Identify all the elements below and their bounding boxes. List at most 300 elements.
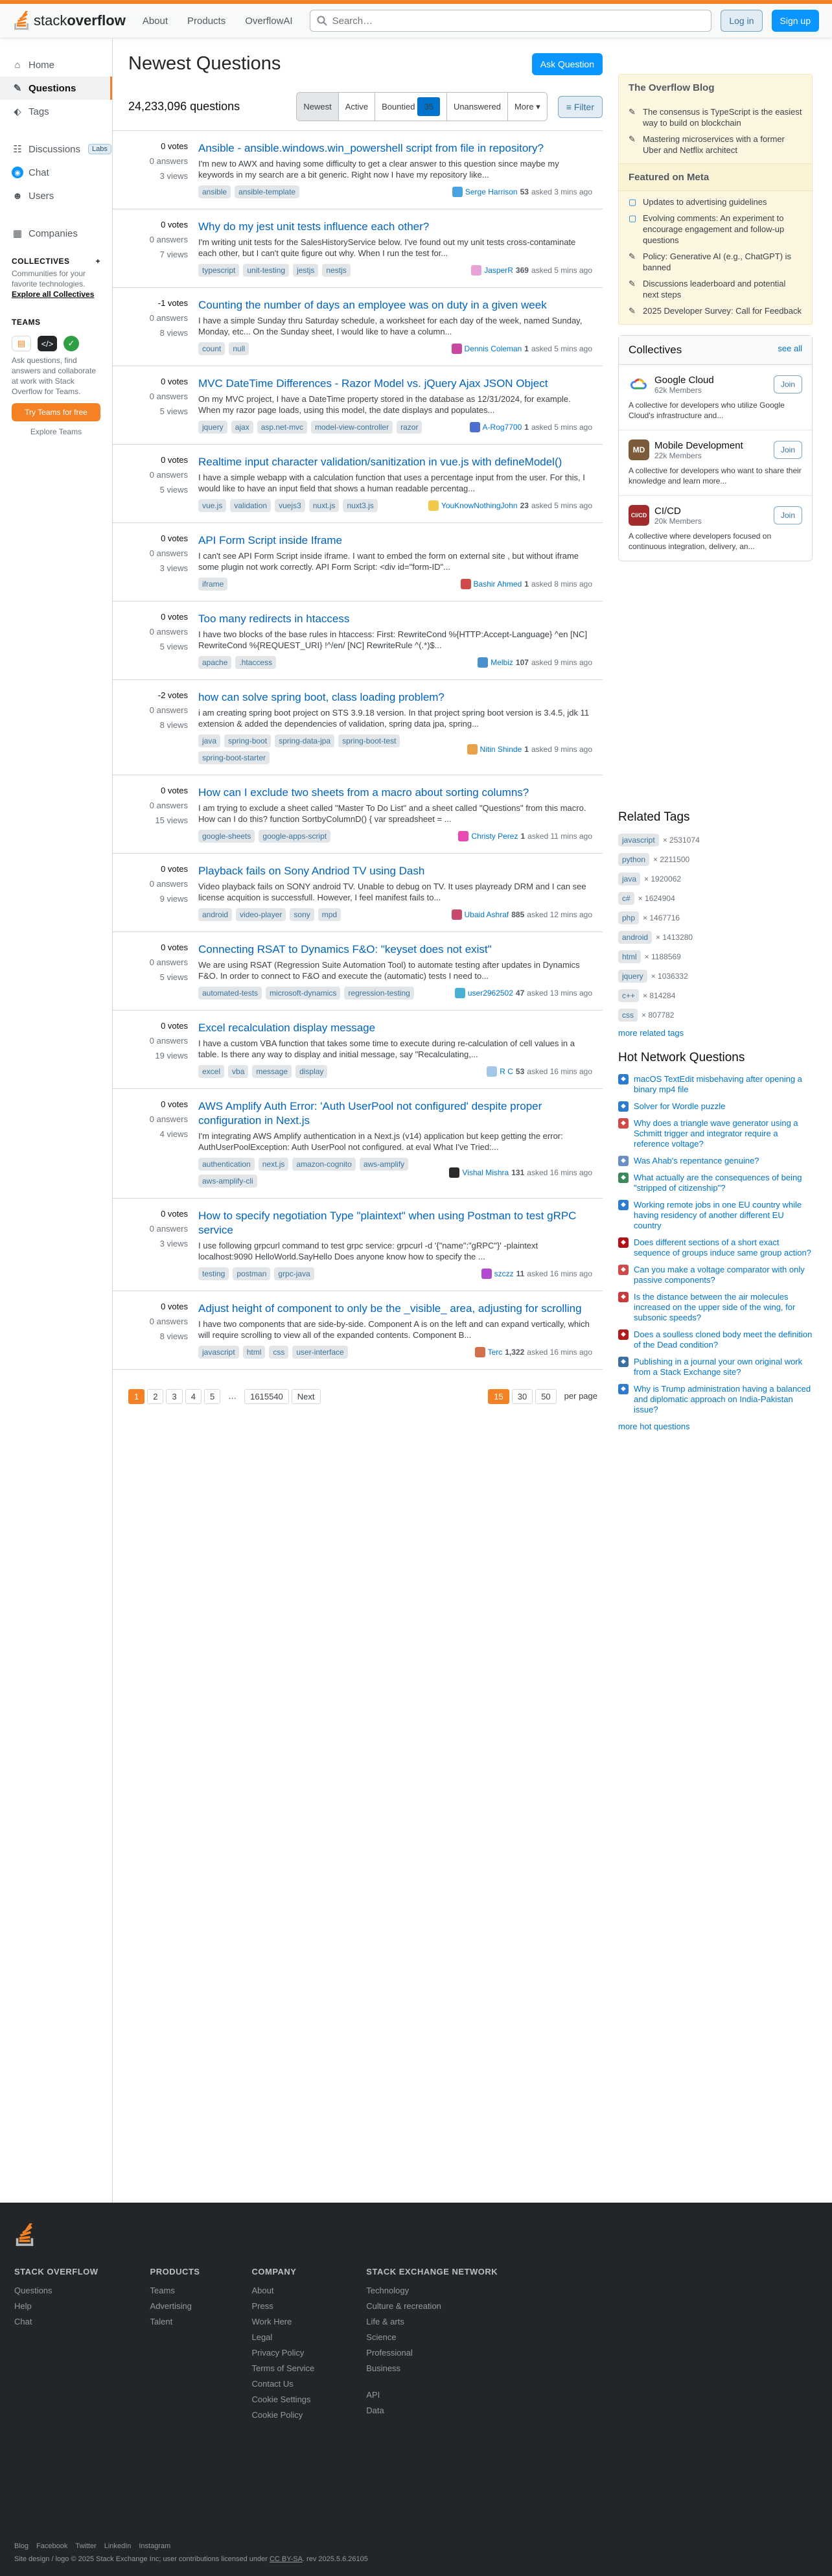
collective-members: 20k Members xyxy=(654,516,702,526)
tag[interactable]: html xyxy=(243,1346,266,1359)
collective-members: 22k Members xyxy=(654,451,702,460)
more-hot-questions-link[interactable]: more hot questions xyxy=(618,1422,690,1431)
tag[interactable]: spring-data-jpa xyxy=(275,734,334,747)
question-title-link[interactable]: AWS Amplify Auth Error: 'Auth UserPool not configured' despite proper configuration in Next.js xyxy=(198,1100,542,1127)
asked-time[interactable]: asked 16 mins ago xyxy=(527,1067,592,1076)
tab-label: Bountied xyxy=(382,102,415,111)
question-summary xyxy=(113,775,603,854)
join-button[interactable]: Join xyxy=(774,506,802,524)
footer-link[interactable]: Science xyxy=(366,2332,397,2342)
footer-link[interactable]: Cookie Policy xyxy=(251,2410,303,2420)
sidebar-item-label: Tags xyxy=(29,106,49,117)
more-related-tags-link[interactable]: more related tags xyxy=(618,1028,684,1038)
tag-list xyxy=(198,830,330,843)
answer-count: 0 answers xyxy=(149,156,188,166)
answer-count: 0 answers xyxy=(149,801,188,810)
pagination xyxy=(128,1389,603,1423)
meta-item[interactable] xyxy=(619,275,812,303)
tag[interactable]: jquery xyxy=(618,970,647,983)
meta-item-text: 2025 Developer Survey: Call for Feedback xyxy=(643,306,802,316)
question-excerpt: I can't see API Form Script inside iframe. I want to embed the form on external site , but without iframe some plugin not work correctly. API Form Script: <div id="form-ID"... xyxy=(198,551,579,572)
tag[interactable]: authentication xyxy=(198,1158,255,1171)
blog-list xyxy=(619,101,812,163)
answer-count: 0 answers xyxy=(149,627,188,637)
nav-about[interactable]: About xyxy=(142,15,168,27)
tag[interactable]: aws-amplify xyxy=(360,1158,408,1171)
hot-question-item[interactable] xyxy=(618,1384,813,1415)
collective-description: A collective where developers focused on continuous integration, delivery, an... xyxy=(629,532,772,551)
tag[interactable]: razor xyxy=(397,421,422,434)
question-title-link[interactable]: API Form Script inside Iframe xyxy=(198,534,343,546)
tab-active[interactable] xyxy=(339,93,375,121)
tag[interactable]: android xyxy=(198,908,232,921)
vote-count: -2 votes xyxy=(157,690,188,700)
hot-network-list xyxy=(618,1074,813,1415)
social-link[interactable]: Instagram xyxy=(139,2542,171,2550)
tag-list xyxy=(198,987,414,1000)
hot-question-title: Was Ahab's repentance genuine? xyxy=(634,1156,759,1165)
asked-time[interactable]: asked 5 mins ago xyxy=(531,266,592,275)
question-title-link[interactable]: how can solve spring boot, class loading problem? xyxy=(198,691,445,703)
question-stats xyxy=(128,612,198,669)
tag[interactable]: automated-tests xyxy=(198,987,262,1000)
asked-time[interactable]: asked 8 mins ago xyxy=(531,580,592,589)
footer-link[interactable]: Advertising xyxy=(150,2301,192,2311)
tag[interactable]: asp.net-mvc xyxy=(257,421,307,434)
tag[interactable]: video-player xyxy=(236,908,286,921)
user-card xyxy=(478,657,592,668)
tag[interactable]: microsoft-dynamics xyxy=(266,987,340,1000)
tag[interactable]: unit-testing xyxy=(243,264,289,277)
meta-item[interactable] xyxy=(619,210,812,248)
avatar[interactable] xyxy=(475,1347,485,1357)
user-card xyxy=(467,744,592,755)
question-title-link[interactable]: How to specify negotiation Type "plaintext" when using Postman to test gRPC service xyxy=(198,1210,577,1236)
tab-more[interactable] xyxy=(508,93,547,121)
question-title-link[interactable]: Too many redirects in htaccess xyxy=(198,613,350,625)
tag[interactable]: spring-boot xyxy=(224,734,271,747)
question-title-link[interactable]: MVC DateTime Differences - Razor Model vs. jQuery Ajax JSON Object xyxy=(198,377,548,390)
user-name-link[interactable]: YouKnowNothingJohn xyxy=(441,501,518,510)
question-body xyxy=(198,612,592,669)
footer-link[interactable]: About xyxy=(251,2286,274,2295)
page-link[interactable]: 2 xyxy=(147,1389,163,1404)
hot-question-title: Does different sections of a short exact sequence of groups induce same group action? xyxy=(634,1237,811,1258)
footer-link[interactable]: Teams xyxy=(150,2286,175,2295)
asked-time[interactable]: asked 9 mins ago xyxy=(531,745,592,754)
tag[interactable]: ansible xyxy=(198,185,231,198)
hot-question-item[interactable] xyxy=(618,1101,813,1112)
collective-members: 62k Members xyxy=(654,385,702,395)
meta-item[interactable] xyxy=(619,194,812,210)
explore-collectives-link[interactable]: Explore all Collectives xyxy=(12,290,95,299)
collective-description: A collective for developers who want to share their knowledge and learn more... xyxy=(629,466,802,486)
tag[interactable]: message xyxy=(252,1065,292,1078)
page-link[interactable]: 3 xyxy=(166,1389,182,1404)
meta-item[interactable] xyxy=(619,303,812,319)
reputation: 107 xyxy=(515,658,529,667)
question-summary xyxy=(113,445,603,523)
view-count: 7 views xyxy=(159,250,188,259)
hot-question-item[interactable] xyxy=(618,1173,813,1193)
hot-question-item[interactable] xyxy=(618,1118,813,1149)
user-card xyxy=(487,1066,592,1077)
collective-name[interactable]: Google Cloud xyxy=(654,374,714,386)
tag[interactable]: c# xyxy=(618,892,634,905)
signup-button[interactable]: Sign up xyxy=(772,10,819,32)
user-name-link[interactable]: A-Rog7700 xyxy=(482,423,522,432)
tag[interactable]: amazon-cognito xyxy=(292,1158,355,1171)
license-link[interactable]: CC BY-SA xyxy=(269,2555,303,2563)
site-logo[interactable] xyxy=(13,11,126,30)
question-stats xyxy=(128,786,198,843)
tab-bountied[interactable] xyxy=(375,93,447,121)
footer-link[interactable]: Press xyxy=(251,2301,273,2311)
user-name-link[interactable]: Dennis Coleman xyxy=(464,344,522,353)
collectives-description: Communities for your favorite technologies. xyxy=(12,269,86,288)
ask-question-button[interactable]: Ask Question xyxy=(532,53,603,75)
question-title-link[interactable]: Connecting RSAT to Dynamics F&O: "keyset does not exist" xyxy=(198,943,492,955)
tag[interactable]: spring-boot-starter xyxy=(198,751,270,764)
tag-list xyxy=(198,421,422,434)
footer-column xyxy=(366,2267,498,2426)
page-title: Newest Questions xyxy=(128,53,281,74)
tag[interactable]: regression-testing xyxy=(344,987,413,1000)
footer-link[interactable]: Chat xyxy=(14,2317,32,2326)
per-page-option[interactable]: 50 xyxy=(535,1389,556,1404)
asked-time[interactable]: asked 12 mins ago xyxy=(527,910,592,919)
asked-time[interactable]: asked 16 mins ago xyxy=(527,1348,592,1357)
question-summary xyxy=(113,1089,603,1199)
plus-icon[interactable]: + xyxy=(95,257,100,266)
tag[interactable]: css xyxy=(269,1346,288,1359)
tag[interactable]: sony xyxy=(290,908,314,921)
site-footer xyxy=(0,2203,832,2576)
avatar[interactable] xyxy=(471,265,481,275)
site-icon: ◆ xyxy=(618,1156,629,1166)
per-page-option[interactable]: 30 xyxy=(512,1389,533,1404)
page-link[interactable]: 1 xyxy=(128,1389,144,1404)
sidebar-item-discussions[interactable] xyxy=(0,137,112,161)
question-excerpt: I'm integrating AWS Amplify authentication in a Next.js (v14) application but keep getting the error: AuthUserPoolException: Auth UserPool not configured. at eval What I've Tried:... xyxy=(198,1131,563,1152)
related-tag-row xyxy=(618,834,813,847)
avatar[interactable] xyxy=(452,344,462,354)
asked-time[interactable]: asked 3 mins ago xyxy=(531,187,592,196)
search-input[interactable] xyxy=(332,16,705,27)
question-title-link[interactable]: Adjust height of component to only be the _visible_ area, adjusting for scrolling xyxy=(198,1302,582,1315)
filter-button[interactable] xyxy=(558,96,603,118)
footer-link[interactable]: Business xyxy=(366,2363,401,2373)
question-footer xyxy=(198,499,592,512)
tag[interactable]: typescript xyxy=(198,264,239,277)
user-name-link[interactable]: R C xyxy=(500,1067,513,1076)
question-excerpt: I am trying to exclude a sheet called "Master To Do List" and a sheet called "Questions" from this macro. How can I do this? function SortbyColumnD() { var spreadsheet = ... xyxy=(198,803,586,824)
tag-count: × 1624904 xyxy=(638,894,675,903)
asked-time[interactable]: asked 9 mins ago xyxy=(531,658,592,667)
asked-time[interactable]: asked 16 mins ago xyxy=(527,1168,592,1177)
avatar[interactable] xyxy=(467,744,478,755)
user-name-link[interactable]: Nitin Shinde xyxy=(480,745,522,754)
social-link[interactable]: Blog xyxy=(14,2542,29,2550)
tag[interactable]: javascript xyxy=(618,834,659,847)
hot-question-item[interactable] xyxy=(618,1265,813,1285)
explore-teams-link[interactable]: Explore Teams xyxy=(30,427,82,436)
footer-column xyxy=(14,2267,98,2426)
hot-question-item[interactable] xyxy=(618,1200,813,1231)
avatar[interactable] xyxy=(452,909,462,920)
vote-count: 0 votes xyxy=(161,1021,188,1031)
vote-count: 0 votes xyxy=(161,533,188,543)
collective-name[interactable]: CI/CD xyxy=(654,505,681,517)
footer-link[interactable]: Terms of Service xyxy=(251,2363,315,2373)
question-summary xyxy=(113,209,603,288)
footer-link[interactable]: Help xyxy=(14,2301,32,2311)
question-excerpt: I have a simple webapp with a calculation function that uses a percentage input from the user. For this, I would like to have an input field that shows a human readable percentag... xyxy=(198,473,585,493)
tag[interactable]: ansible-template xyxy=(235,185,299,198)
social-link[interactable]: Facebook xyxy=(36,2542,68,2550)
avatar[interactable] xyxy=(478,657,488,668)
asked-time[interactable]: asked 11 mins ago xyxy=(527,832,592,841)
footer-link[interactable]: Work Here xyxy=(251,2317,292,2326)
answer-count: 0 answers xyxy=(149,235,188,244)
user-name-link[interactable]: JasperR xyxy=(484,266,513,275)
asked-time[interactable]: asked 13 mins ago xyxy=(527,989,592,998)
pencil-icon: ✎ xyxy=(629,279,636,288)
user-name-link[interactable]: Vishal Mishra xyxy=(462,1168,509,1177)
hot-question-item[interactable] xyxy=(618,1357,813,1377)
user-name-link[interactable]: Melbiz xyxy=(491,658,513,667)
tab-label: More ▾ xyxy=(514,101,540,111)
page-layout xyxy=(0,38,832,2203)
reputation: 53 xyxy=(515,1067,525,1076)
reputation: 1 xyxy=(524,745,529,754)
avatar[interactable] xyxy=(449,1167,459,1178)
tags-icon: ⬖ xyxy=(14,106,21,117)
avatar[interactable] xyxy=(461,579,471,589)
hot-question-item[interactable] xyxy=(618,1074,813,1095)
tag[interactable]: google-apps-script xyxy=(259,830,330,843)
sort-tabs xyxy=(296,92,547,121)
view-count: 5 views xyxy=(159,972,188,982)
answer-count: 0 answers xyxy=(149,1317,188,1326)
footer-link[interactable]: API xyxy=(366,2390,380,2400)
footer-link[interactable]: Privacy Policy xyxy=(251,2348,305,2358)
tag[interactable]: postman xyxy=(233,1267,270,1280)
sidebar-item-home[interactable] xyxy=(0,53,112,76)
sidebar-item-companies[interactable] xyxy=(0,222,112,245)
user-name-link[interactable]: Ubaid Ashraf xyxy=(464,910,509,919)
tag[interactable]: count xyxy=(198,342,225,355)
question-title-link[interactable]: Ansible - ansible.windows.win_powershell script from file in repository? xyxy=(198,142,544,154)
question-stats xyxy=(128,377,198,434)
tag[interactable]: javascript xyxy=(198,1346,239,1359)
question-excerpt: I have a custom VBA function that takes some time to execute during re-calculation of cell values in a table. Is there any way to display and initial message, say "Recalculating,... xyxy=(198,1038,575,1059)
tag[interactable]: mpd xyxy=(318,908,341,921)
question-title-link[interactable]: How can I exclude two sheets from a macro about sorting columns? xyxy=(198,786,529,799)
user-name-link[interactable]: Bashir Ahmed xyxy=(473,580,522,589)
footer-link[interactable]: Legal xyxy=(251,2332,273,2342)
hot-question-title: Can you make a voltage comparator with only passive components? xyxy=(634,1265,805,1285)
page-link[interactable]: 1615540 xyxy=(244,1389,289,1404)
tag[interactable]: aws-amplify-cli xyxy=(198,1175,257,1188)
tag[interactable]: iframe xyxy=(198,578,227,591)
question-title-link[interactable]: Why do my jest unit tests influence each other? xyxy=(198,220,430,233)
per-page-option[interactable]: 15 xyxy=(488,1389,509,1404)
user-name-link[interactable]: Terc xyxy=(487,1348,503,1357)
tab-newest[interactable] xyxy=(297,93,338,121)
meta-item-text: Discussions leaderboard and potential next steps xyxy=(643,279,786,299)
sidebar-item-label: Discussions xyxy=(29,143,81,155)
tag[interactable]: testing xyxy=(198,1267,229,1280)
join-button[interactable]: Join xyxy=(774,441,802,459)
collective-name[interactable]: Mobile Development xyxy=(654,439,743,451)
footer-logo-icon[interactable] xyxy=(14,2223,35,2247)
avatar[interactable] xyxy=(455,988,465,998)
tag[interactable]: ajax xyxy=(231,421,253,434)
page-link[interactable]: 5 xyxy=(204,1389,220,1404)
tag[interactable]: jquery xyxy=(198,421,227,434)
tag[interactable]: css xyxy=(618,1009,638,1022)
sidebar-item-chat[interactable] xyxy=(0,161,112,184)
meta-item[interactable] xyxy=(619,248,812,275)
page-link[interactable]: 4 xyxy=(185,1389,202,1404)
tag[interactable]: display xyxy=(295,1065,327,1078)
vote-count: 0 votes xyxy=(161,141,188,151)
tag[interactable]: android xyxy=(618,931,652,944)
question-stats xyxy=(128,864,198,921)
footer-column-head: PRODUCTS xyxy=(150,2267,200,2277)
tag[interactable]: google-sheets xyxy=(198,830,255,843)
social-link[interactable]: Twitter xyxy=(75,2542,97,2550)
collective-logo[interactable]: CI/CD xyxy=(629,505,649,526)
tag[interactable]: user-interface xyxy=(292,1346,347,1359)
question-stats xyxy=(128,533,198,591)
hot-question-title: Why is Trump administration having a balanced and diplomatic approach on India-Pakistan issue? xyxy=(634,1384,811,1414)
sidebar-item-tags[interactable] xyxy=(0,100,112,123)
tag[interactable]: spring-boot-test xyxy=(338,734,400,747)
try-teams-button[interactable]: Try Teams for free xyxy=(12,403,100,421)
blog-item[interactable] xyxy=(619,131,812,158)
footer-link[interactable]: Professional xyxy=(366,2348,413,2358)
tag[interactable]: vba xyxy=(228,1065,248,1078)
tag[interactable]: null xyxy=(229,342,249,355)
tag[interactable]: nuxt.js xyxy=(309,499,340,512)
tag[interactable]: next.js xyxy=(259,1158,289,1171)
tag[interactable]: php xyxy=(618,911,639,924)
tag[interactable]: grpc-java xyxy=(274,1267,314,1280)
tag[interactable]: apache xyxy=(198,656,231,669)
tag[interactable]: nuxt3.js xyxy=(343,499,377,512)
avatar[interactable] xyxy=(481,1269,492,1279)
avatar[interactable] xyxy=(458,831,468,841)
footer-link[interactable]: Culture & recreation xyxy=(366,2301,441,2311)
see-all-link[interactable]: see all xyxy=(778,344,802,353)
tag[interactable]: nestjs xyxy=(322,264,350,277)
question-body xyxy=(198,1021,592,1078)
tag[interactable]: validation xyxy=(230,499,271,512)
join-button[interactable]: Join xyxy=(774,375,802,393)
asked-time[interactable]: asked 5 mins ago xyxy=(531,423,592,432)
sidebar-item-questions[interactable] xyxy=(0,76,112,100)
next-page-button[interactable]: Next xyxy=(292,1389,321,1404)
nav-products[interactable]: Products xyxy=(187,15,226,27)
question-footer xyxy=(198,1158,592,1188)
tab-unanswered[interactable] xyxy=(447,93,508,121)
collective-logo[interactable]: MD xyxy=(629,439,649,460)
footer-link[interactable]: Technology xyxy=(366,2286,410,2295)
tag[interactable]: .htaccess xyxy=(235,656,276,669)
footer-link[interactable]: Life & arts xyxy=(366,2317,404,2326)
avatar[interactable] xyxy=(470,422,480,432)
meta-list xyxy=(619,191,812,324)
footer-link[interactable]: Questions xyxy=(14,2286,52,2295)
login-button[interactable]: Log in xyxy=(721,10,762,32)
tag[interactable]: vuejs3 xyxy=(275,499,305,512)
meta-title: Featured on Meta xyxy=(619,163,812,191)
nav-overflowai[interactable]: OverflowAI xyxy=(245,15,293,27)
avatar[interactable] xyxy=(452,187,463,197)
user-name-link[interactable]: Serge Harrison xyxy=(465,187,518,196)
asked-time[interactable]: asked 16 mins ago xyxy=(527,1269,592,1278)
hot-question-item[interactable] xyxy=(618,1292,813,1323)
footer-link[interactable]: Data xyxy=(366,2406,384,2415)
footer-link[interactable]: Cookie Settings xyxy=(251,2395,311,2404)
meta-item-text: Policy: Generative AI (e.g., ChatGPT) is banned xyxy=(643,252,792,272)
tag[interactable]: html xyxy=(618,950,641,963)
collective-logo[interactable] xyxy=(629,374,649,395)
tag[interactable]: excel xyxy=(198,1065,224,1078)
hot-question-item[interactable] xyxy=(618,1156,813,1166)
view-count: 3 views xyxy=(159,563,188,573)
question-body xyxy=(198,220,592,277)
blog-item[interactable] xyxy=(619,104,812,131)
asked-time[interactable]: asked 5 mins ago xyxy=(531,501,592,510)
user-name-link[interactable]: Christy Perez xyxy=(471,832,518,841)
footer-link[interactable]: Contact Us xyxy=(251,2379,294,2389)
social-link[interactable]: LinkedIn xyxy=(104,2542,132,2550)
tag[interactable]: vue.js xyxy=(198,499,226,512)
question-title-link[interactable]: Counting the number of days an employee was on duty in a given week xyxy=(198,299,547,311)
blog-widget xyxy=(618,74,813,325)
tag[interactable]: c++ xyxy=(618,989,639,1002)
user-name-link[interactable]: szczz xyxy=(494,1269,514,1278)
avatar[interactable] xyxy=(487,1066,497,1077)
hot-question-title: Working remote jobs in one EU country while having residency of another different EU country xyxy=(634,1200,802,1230)
footer-link[interactable]: Talent xyxy=(150,2317,173,2326)
question-title-link[interactable]: Excel recalculation display message xyxy=(198,1022,376,1034)
tag[interactable]: jestjs xyxy=(293,264,318,277)
tab-label: Unanswered xyxy=(453,102,501,111)
question-title-link[interactable]: Realtime input character validation/sanitization in vue.js with defineModel() xyxy=(198,456,562,468)
hot-question-item[interactable] xyxy=(618,1329,813,1350)
tag[interactable]: java xyxy=(198,734,220,747)
avatar[interactable] xyxy=(428,500,439,511)
question-stats xyxy=(128,220,198,277)
hot-question-item[interactable] xyxy=(618,1237,813,1258)
asked-time[interactable]: asked 5 mins ago xyxy=(531,344,592,353)
user-card xyxy=(449,1167,592,1178)
teams-icons xyxy=(0,329,112,355)
tag[interactable]: python xyxy=(618,853,649,866)
answer-count: 0 answers xyxy=(149,957,188,967)
question-title-link[interactable]: Playback fails on Sony Andriod TV using Dash xyxy=(198,865,425,877)
tag[interactable]: java xyxy=(618,872,640,885)
question-excerpt: I have two blocks of the base rules in htaccess: First: RewriteCond %{HTTP:Accept-Language} ^en [NC] RewriteCond %{REQUEST_URI} !^/en/ [NC] RewriteRule ^(.*)$... xyxy=(198,629,588,650)
tag[interactable]: model-view-controller xyxy=(311,421,393,434)
search-box[interactable] xyxy=(310,10,712,32)
sidebar-item-users[interactable] xyxy=(0,184,112,207)
user-name-link[interactable]: user2962502 xyxy=(467,989,513,998)
